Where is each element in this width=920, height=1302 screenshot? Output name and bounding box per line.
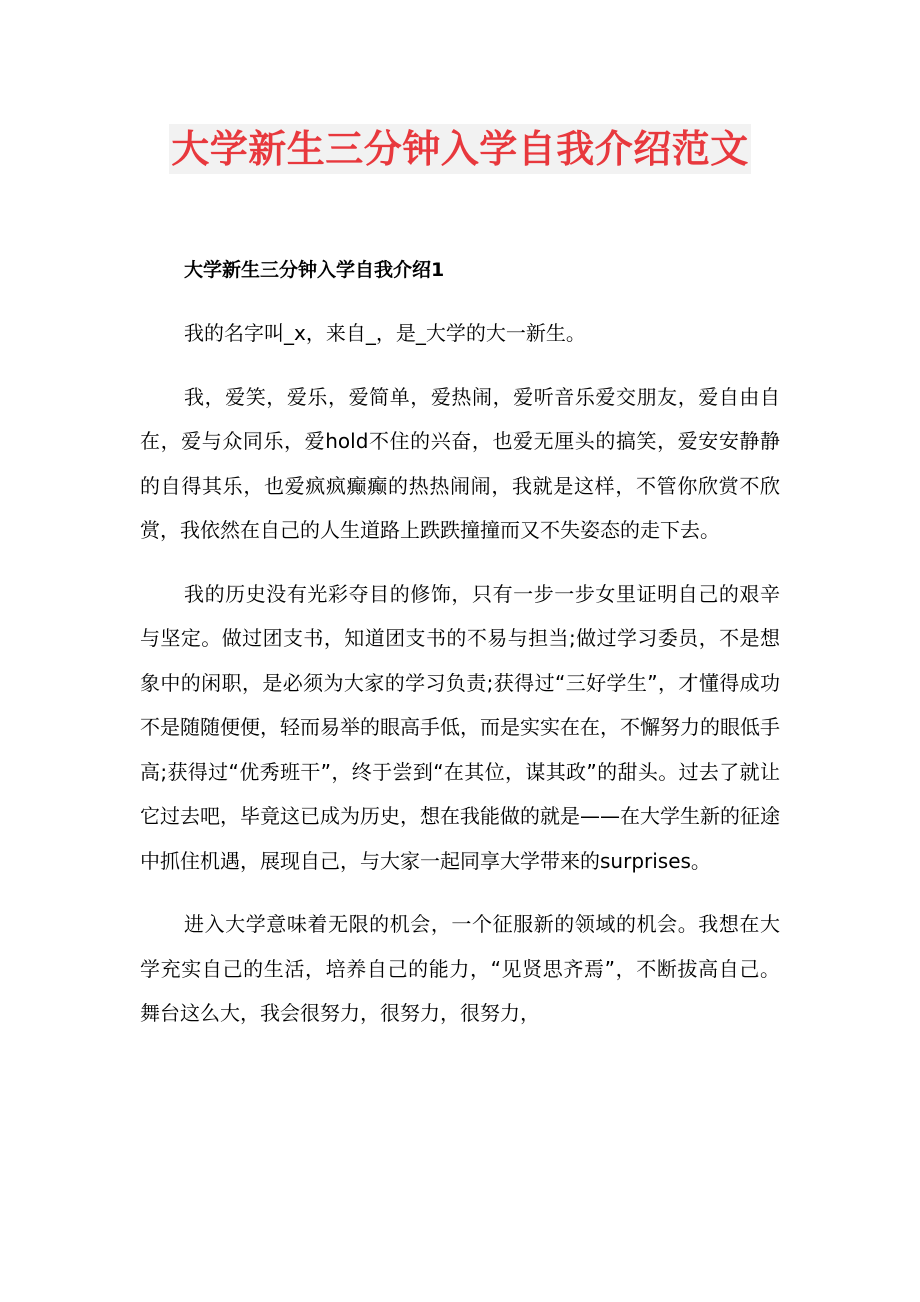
paragraph-history: 我的历史没有光彩夺目的修饰，只有一步一步女里证明自己的艰辛与坚定。做过团支书，知道团支书的不易与担当;做过学习委员，不是想象中的闲职，是必须为大家的学习负责;获得过“三好学生”，才懂得成功不是随随便便，轻而易举的眼高手低，而是实实在在，不懈努力的眼低手高;获得过“优秀班干”，终于尝到“在其位，谋其政”的甜头。过去了就让它过去吧，毕竟这已成为历史，想在我能做的就是——在大学生新的征途中抓住机遇，展现自己，与大家一起同享大学带来的surprises。 (140, 581, 780, 873)
paragraph-personality: 我，爱笑，爱乐，爱简单，爱热闹，爱听音乐爱交朋友，爱自由自在，爱与众同乐，爱hold不住的兴奋，也爱无厘头的搞笑，爱安安静静的自得其乐，也爱疯疯癫癫的热热闹闹，我就是这样，不管你欣赏不欣赏，我依然在自己的人生道路上跌跌撞撞而又不失姿态的走下去。 (140, 384, 780, 542)
document-body (140, 248, 780, 1036)
document-title: 大学新生三分钟入学自我介绍范文 (169, 124, 751, 174)
paragraph-future: 进入大学意味着无限的机会，一个征服新的领域的机会。我想在大学充实自己的生活，培养自己的能力，“见贤思齐焉”，不断拔高自己。舞台这么大，我会很努力，很努力，很努力， (140, 912, 780, 1025)
paragraph-intro: 我的名字叫_x，来自_，是_大学的大一新生。 (184, 321, 586, 345)
section-heading: 大学新生三分钟入学自我介绍1 (184, 259, 445, 281)
title-container (0, 124, 920, 174)
